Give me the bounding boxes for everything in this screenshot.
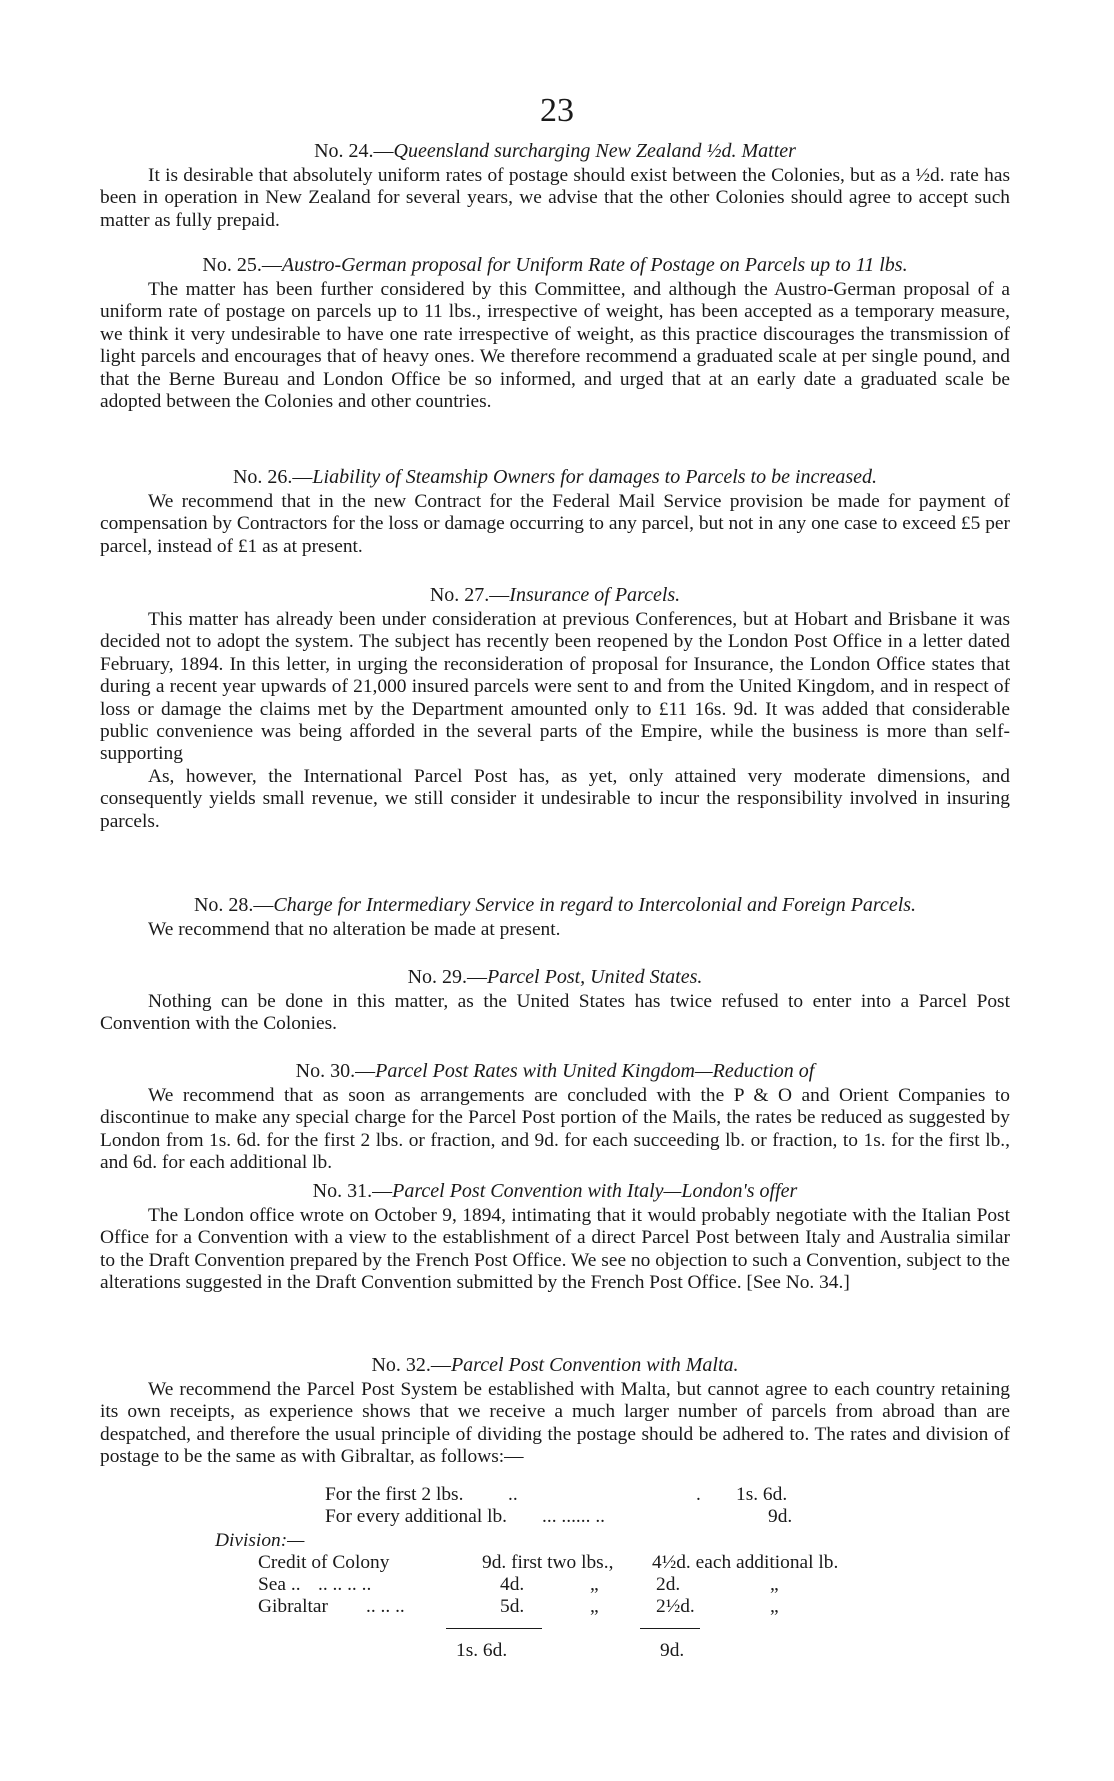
total-first: 1s. 6d. bbox=[456, 1640, 508, 1661]
section-title: Parcel Post Convention with Malta. bbox=[450, 1354, 739, 1376]
section-title: Austro-German proposal for Uniform Rate of Postage on Parcels up to 11 lbs. bbox=[281, 254, 908, 276]
division-additional: 2½d. bbox=[656, 1596, 695, 1617]
section-title: Parcel Post Convention with Italy—London's offer bbox=[392, 1180, 798, 1202]
paragraph: We recommend that as soon as arrangements are concluded with the P & O and Orient Companies to discontinue to make any special charge for the Parcel Post portion of the Mails, the rates be reduced as suggested by London from 1s. 6d. for the first 2 lbs. or fraction, and 9d. for each succeeding lb. or fraction, to 1s. for the first lb., and 6d. for each additional lb. bbox=[100, 1085, 1010, 1174]
section-number: No. 29.— bbox=[407, 966, 488, 988]
section-number: No. 24.— bbox=[314, 140, 394, 162]
section-number: No. 25.— bbox=[202, 254, 282, 276]
division-additional: 4½d. each additional lb. bbox=[652, 1552, 839, 1573]
section-title: Queensland surcharging New Zealand ½d. Matter bbox=[393, 140, 796, 162]
total-additional: 9d. bbox=[660, 1640, 685, 1661]
division-heading: Division:— bbox=[215, 1530, 305, 1551]
paragraph: We recommend that no alteration be made at present. bbox=[148, 919, 561, 940]
leader-dots: .. .. .. .. bbox=[318, 1574, 372, 1595]
paragraph: As, however, the International Parcel Post has, as yet, only attained very moderate dimensions, and consequently yields small revenue, we still consider it undesirable to incur the responsibility involved in insuring parcels. bbox=[100, 765, 1010, 832]
paragraph: We recommend the Parcel Post System be established with Malta, but cannot agree to each country retaining its own receipts, as experience shows that we receive a much larger number of parcels from abroad than are despatched, and therefore the usual principle of dividing the postage should be adhered to. The rates and division of postage to be the same as with Gibraltar, as follows:— bbox=[100, 1379, 1010, 1468]
page-number: 23 bbox=[540, 92, 574, 129]
section-title: Charge for Intermediary Service in regard to Intercolonial and Foreign Parcels. bbox=[273, 894, 917, 916]
division-label: Credit of Colony bbox=[258, 1552, 390, 1573]
section-number: No. 32.— bbox=[371, 1354, 451, 1376]
section-number: No. 30.— bbox=[295, 1060, 376, 1082]
total-rule bbox=[640, 1628, 700, 1629]
paragraph: This matter has already been under consideration at previous Conferences, but at Hobart and Brisbane it was decided not to adopt the system. The subject has recently been reopened by the London Post Office in a letter dated February, 1894. In this letter, in urging the reconsideration of proposal for Insurance, the London Office states that during a recent year upwards of 21,000 insured parcels were sent to and from the United Kingdom, and in respect of loss or damage the claims met by the Department amounted only to £11 16s. 9d. It was added that considerable public convenience was being afforded in the several parts of the Empire, while the business is more than self-supporting bbox=[100, 609, 1010, 765]
rate-label: For the first 2 lbs. bbox=[325, 1484, 464, 1505]
section-title: Insurance of Parcels. bbox=[509, 584, 681, 606]
ditto-mark: „ bbox=[590, 1596, 599, 1617]
division-additional: 2d. bbox=[656, 1574, 681, 1595]
leader-dots: . bbox=[696, 1484, 701, 1505]
total-rule bbox=[446, 1628, 542, 1629]
section-number: No. 26.— bbox=[232, 466, 313, 488]
division-first: 4d. bbox=[500, 1574, 525, 1595]
paragraph: Nothing can be done in this matter, as the United States has twice refused to enter into a Parcel Post Convention with the Colonies. bbox=[100, 991, 1010, 1035]
leader-dots: .. .. .. bbox=[366, 1596, 405, 1617]
rate-value: 9d. bbox=[768, 1506, 793, 1527]
section-title: Parcel Post Rates with United Kingdom—Reduction of bbox=[375, 1060, 815, 1082]
section-title: Liability of Steamship Owners for damages to Parcels to be increased. bbox=[312, 466, 878, 488]
paragraph: The matter has been further considered by this Committee, and although the Austro-German proposal of a uniform rate of postage on parcels up to 11 lbs., irrespective of weight, has been accepted as a temporary measure, we think it very undesirable to have one rate irrespective of weight, as this practice discourages the transmission of light parcels and encourages that of heavy ones. We therefore recommend a graduated scale at per single pound, and that the Berne Bureau and London Office be so informed, and urged that at an early date a graduated scale be adopted between the Colonies and other countries. bbox=[100, 279, 1010, 413]
paragraph: The London office wrote on October 9, 1894, intimating that it would probably negotiate with the Italian Post Office for a Convention with a view to the establishment of a direct Parcel Post between Italy and Australia similar to the Draft Convention prepared by the French Post Office. We see no objection to such a Convention, subject to the alterations suggested in the Draft Convention submitted by the French Post Office. [See No. 34.] bbox=[100, 1205, 1010, 1294]
rate-label: For every additional lb. bbox=[325, 1506, 508, 1527]
paragraph: We recommend that in the new Contract for the Federal Mail Service provision be made for payment of compensation by Contractors for the loss or damage occurring to any parcel, but not in any one case to exceed £5 per parcel, instead of £1 as at present. bbox=[100, 491, 1010, 557]
division-label: Sea .. bbox=[258, 1574, 301, 1595]
section-number: No. 31.— bbox=[312, 1180, 393, 1202]
ditto-mark: „ bbox=[770, 1596, 779, 1617]
division-first: 9d. first two lbs., bbox=[482, 1552, 614, 1573]
section-number: No. 27.— bbox=[429, 584, 510, 606]
ditto-mark: „ bbox=[770, 1574, 779, 1595]
section-title: Parcel Post, United States. bbox=[487, 966, 703, 988]
leader-dots: .. bbox=[508, 1484, 518, 1505]
paragraph: It is desirable that absolutely uniform rates of postage should exist between the Colonies, but as a ½d. rate has been in operation in New Zealand for several years, we advise that the other Colonies should agree to accept such matter as fully prepaid. bbox=[100, 165, 1010, 231]
section-number: No. 28.— bbox=[193, 894, 274, 916]
division-first: 5d. bbox=[500, 1596, 525, 1617]
rate-value: 1s. 6d. bbox=[736, 1484, 788, 1505]
ditto-mark: „ bbox=[590, 1574, 599, 1595]
division-label: Gibraltar bbox=[258, 1596, 328, 1617]
leader-dots: ... ...... .. bbox=[542, 1506, 606, 1527]
